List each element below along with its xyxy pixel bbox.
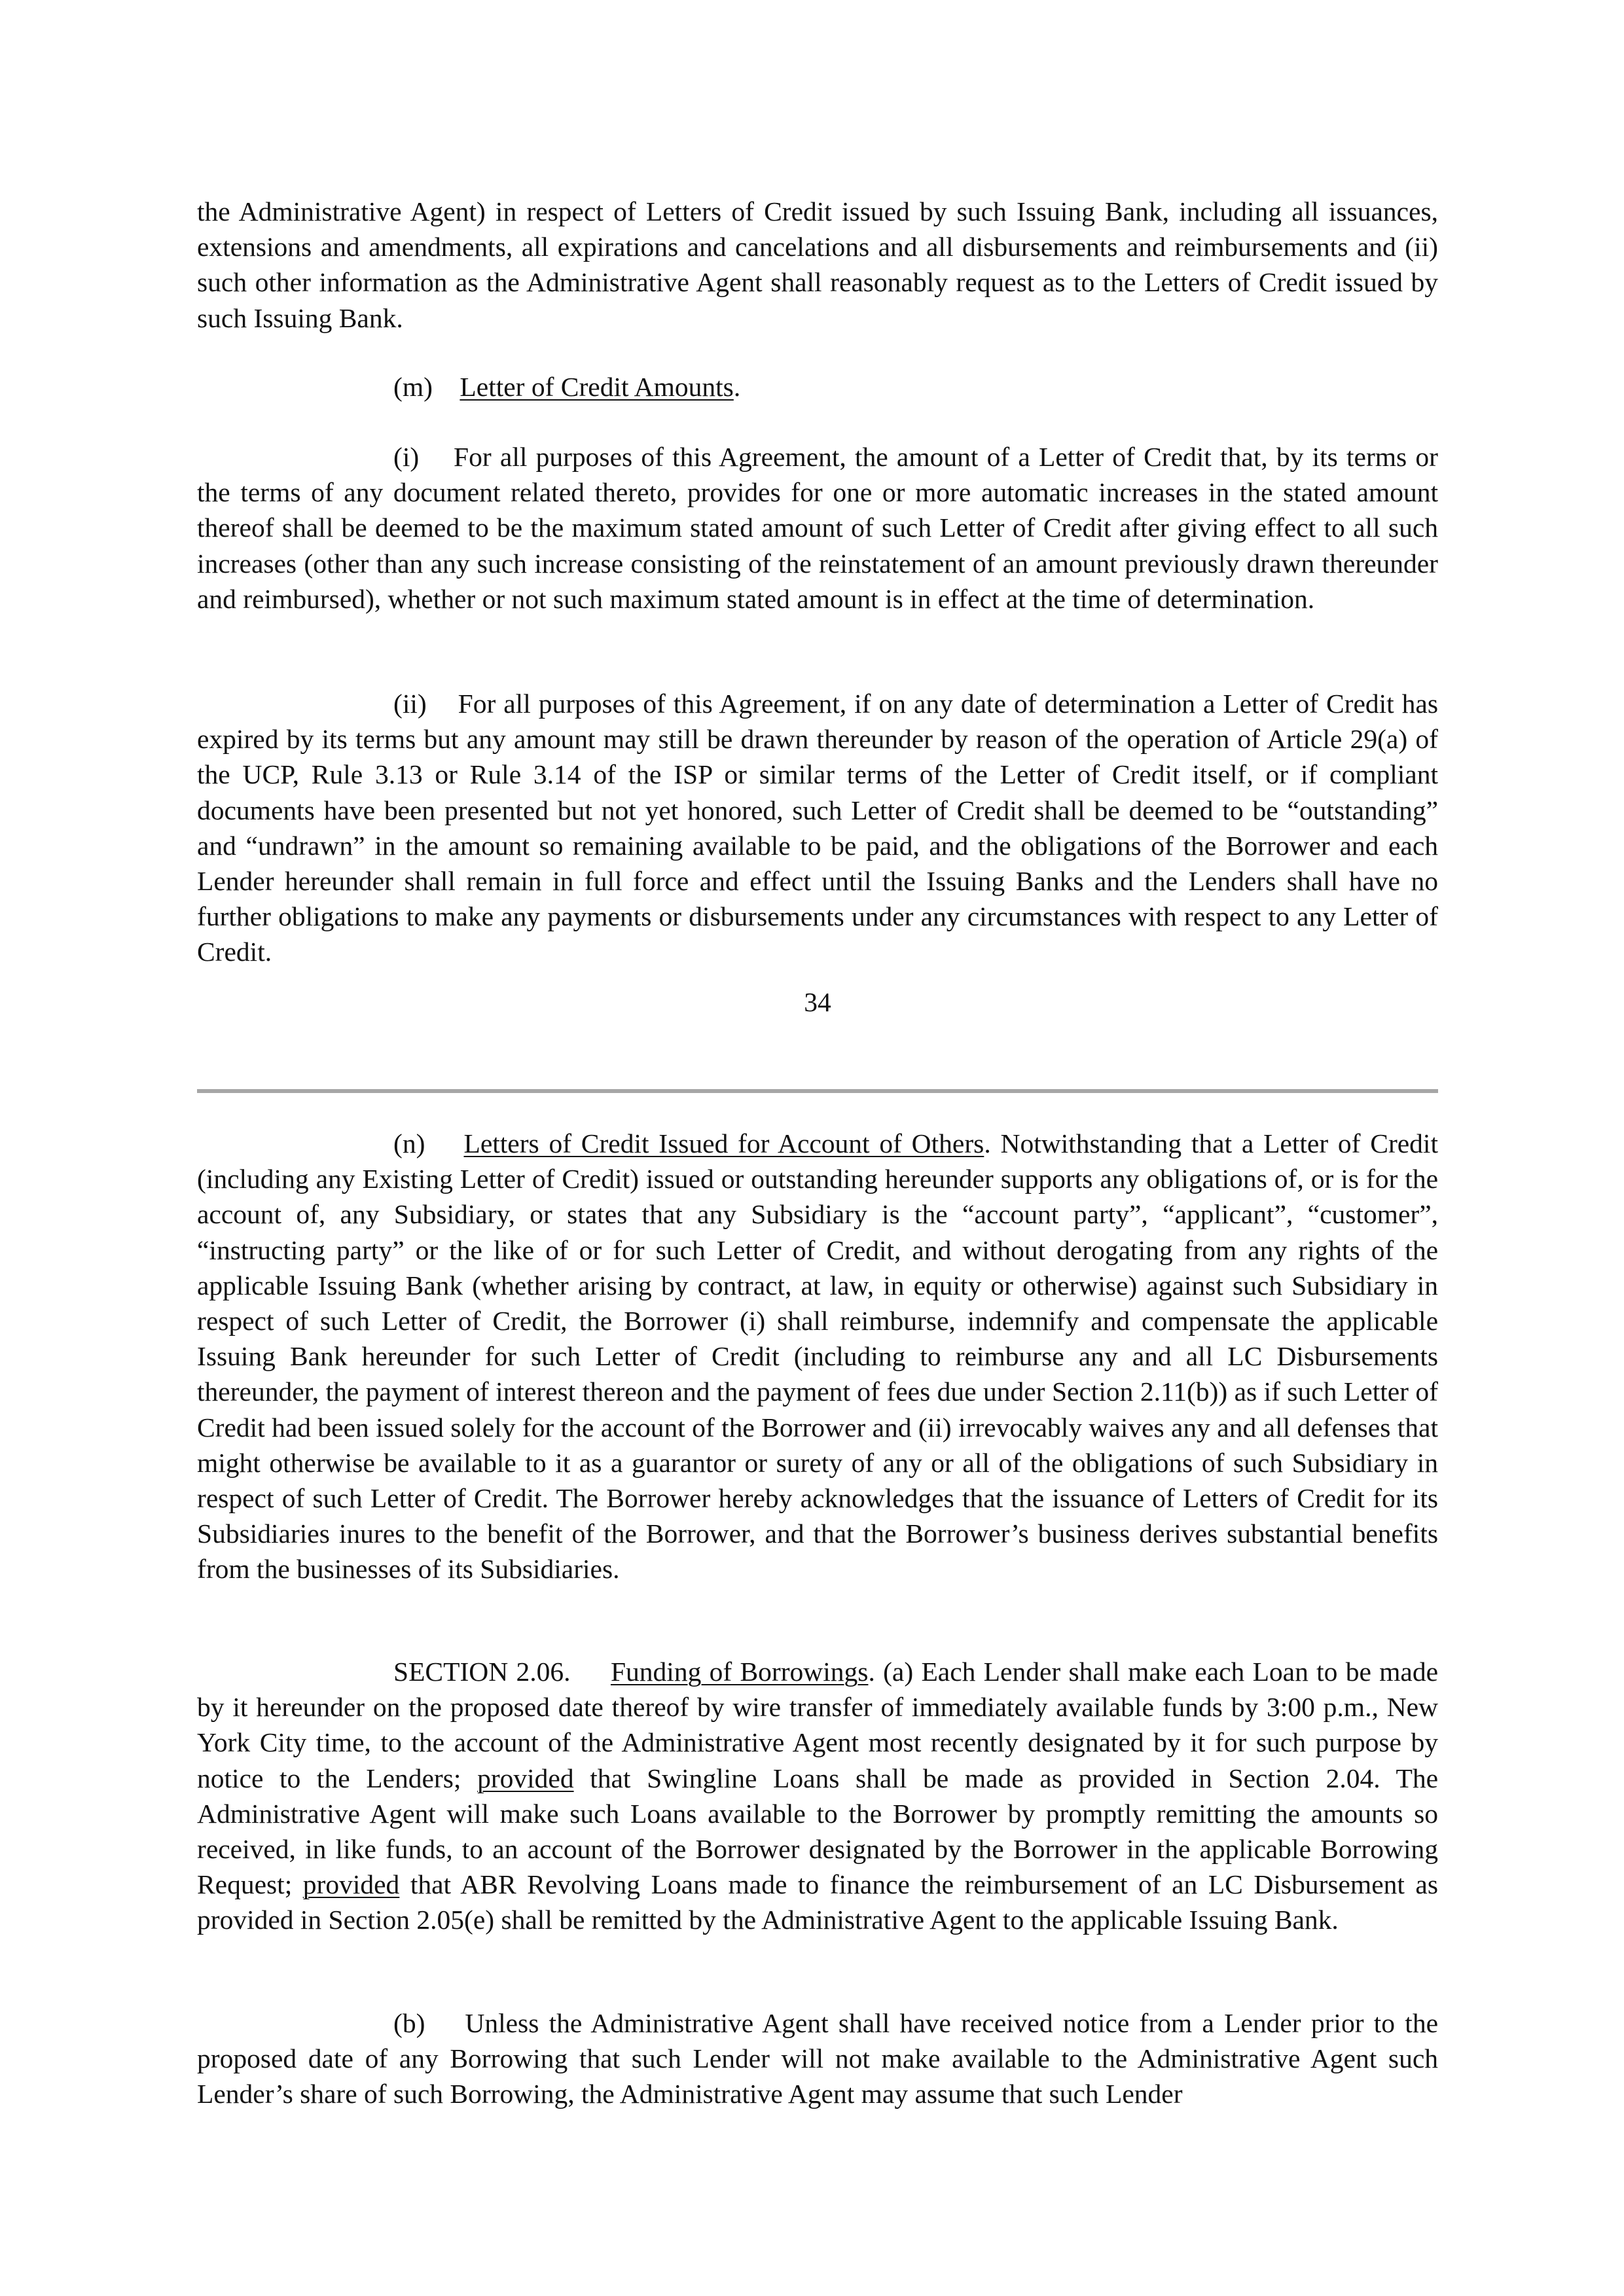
section-m-label: (m): [393, 372, 433, 402]
page-number: 34: [804, 987, 831, 1017]
provided-term-2: provided: [302, 1869, 400, 1900]
section-2-06-text-3: that ABR Revolving Loans made to finance the reimbursement of an LC Disbursement as provided in Section 2.05(e) shall be remitted by the Administrative Agent to the applicable Issuing Bank.: [197, 1869, 1439, 1935]
clause-m-i: [197, 439, 1438, 617]
section-m-title-end: .: [733, 372, 741, 402]
top-paragraph-text: the Administrative Agent) in respect of Letters of Credit issued by such Issuing Bank, including all issuances, extensions and amendments, all expirations and cancelations and all disbursements and reimbursements and (ii) such other information as the Administrative Agent shall reasonably request as to the Letters of Credit issued by such Issuing Bank.: [197, 196, 1438, 333]
section-2-06: [197, 1654, 1438, 1938]
section-2-06-title: Funding of Borrowings: [610, 1657, 869, 1687]
page-divider: [197, 1089, 1438, 1093]
clause-m-ii-label: (ii): [393, 689, 427, 719]
section-2-06-text-1: (a) Each Lender shall make each Loan to be made by it hereunder on the proposed date thereof by wire transfer of immediately available funds by 3:00 p.m., New York City time, to the account of the Administrative Agent most recently designated by it for such purpose by notice to the Lenders;: [197, 1657, 1439, 1793]
section-m-title: Letter of Credit Amounts: [460, 372, 734, 402]
clause-b: [197, 2005, 1438, 2112]
section-n: [197, 1126, 1438, 1587]
section-n-title-end: .: [984, 1128, 991, 1158]
clause-m-i-text: For all purposes of this Agreement, the amount of a Letter of Credit that, by its terms or the terms of any document related thereto, provides for one or more automatic increases in the stated amount thereof shall be deemed to be the maximum stated amount of such Letter of Credit after giving effect to all such increases (other than any such increase consisting of the reinstatement of an amount previously drawn thereunder and reimbursed), whether or not such maximum stated amount is in effect at the time of determination.: [197, 442, 1438, 614]
section-m-heading: [197, 369, 1438, 404]
section-2-06-label: SECTION 2.06.: [393, 1657, 571, 1687]
section-2-06-title-end: .: [868, 1657, 875, 1687]
clause-m-i-label: (i): [393, 442, 420, 472]
section-n-title: Letters of Credit Issued for Account of Others: [463, 1128, 984, 1158]
clause-b-text: Unless the Administrative Agent shall have received notice from a Lender prior to the proposed date of any Borrowing that such Lender will not make available to the Administrative Agent such Lender’s share of such Borrowing, the Administrative Agent may assume that such Lender: [197, 2008, 1438, 2109]
clause-m-ii: [197, 686, 1438, 970]
clause-m-ii-text: For all purposes of this Agreement, if on any date of determination a Letter of Credit has expired by its terms but any amount may still be drawn thereunder by reason of the operation of Article 29(a) of the UCP, Rule 3.13 or Rule 3.14 of the ISP or similar terms of the Letter of Credit itself, or if compliant documents have been presented but not yet honored, such Letter of Credit shall be deemed to be “outstanding” and “undrawn” in the amount so remaining available to be paid, and the obligations of the Borrower and each Lender hereunder shall remain in full force and effect until the Issuing Banks and the Lenders shall have no further obligations to make any payments or disbursements under any circumstances with respect to any Letter of Credit.: [197, 689, 1438, 967]
section-2-06-text-2: that Swingline Loans shall be made as provided in Section 2.04. The Administrative Agent will make such Loans available to the Borrower by promptly remitting the amounts so received, in like funds, to an account of the Borrower designated by the Borrower in the applicable Borrowing Request;: [197, 1763, 1439, 1900]
top-paragraph: [197, 194, 1438, 336]
clause-b-label: (b): [393, 2008, 425, 2038]
section-n-label: (n): [393, 1128, 425, 1158]
provided-term-1: provided: [477, 1763, 574, 1793]
section-n-text: Notwithstanding that a Letter of Credit (including any Existing Letter of Credit) issued or outstanding hereunder supports any obligations of, or is for the account of, any Subsidiary, or states that any Subsidiary is the “account party”, “applicant”, “customer”, “instructing party” or the like of or for such Letter of Credit, and without derogating from any rights of the applicable Issuing Bank (whether arising by contract, at law, in equity or otherwise) against such Subsidiary in respect of such Letter of Credit, the Borrower (i) shall reimburse, indemnify and compensate the applicable Issuing Bank hereunder for such Letter of Credit (including to reimburse any and all LC Disbursements thereunder, the payment of interest thereon and the payment of fees due under Section 2.11(b)) as if such Letter of Credit had been issued solely for the account of the Borrower and (ii) irrevocably waives any and all defenses that might otherwise be available to it as a guarantor or surety of any or all of the obligations of such Subsidiary in respect of such Letter of Credit. The Borrower hereby acknowledges that the issuance of Letters of Credit for its Subsidiaries inures to the benefit of the Borrower, and that the Borrower’s business derives substantial benefits from the businesses of its Subsidiaries.: [197, 1128, 1438, 1585]
